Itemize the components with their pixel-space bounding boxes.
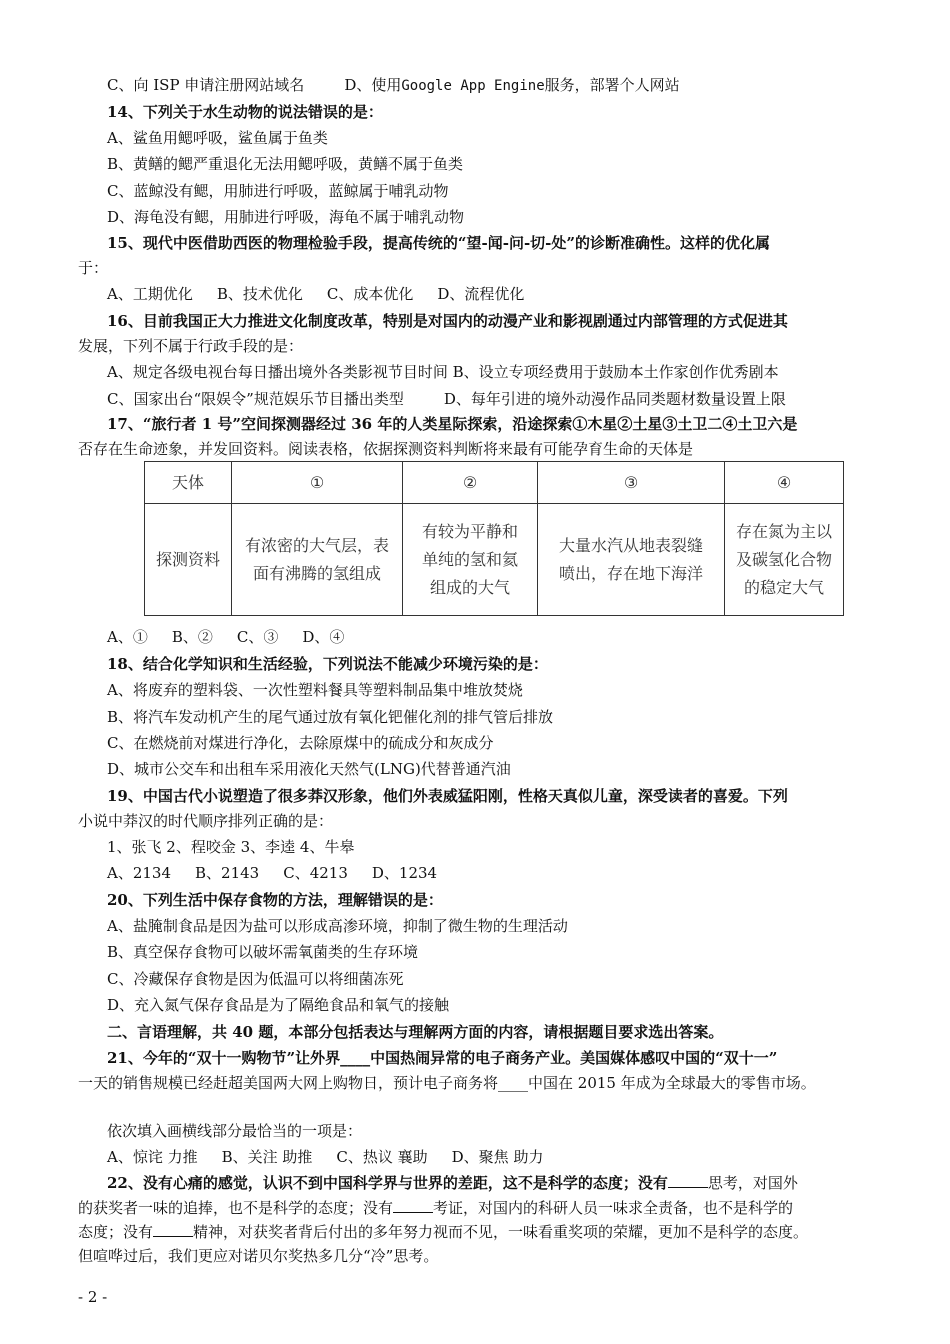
q16-option-d: D、每年引进的境外动漫作品同类题材数量设置上限: [443, 390, 786, 408]
q22-line2-start: 的获奖者一味的追捧，也不是科学的态度；没有: [78, 1199, 394, 1217]
cell-line: 的稳定大气: [743, 577, 824, 597]
q18-option-b: B、将汽车发动机产生的尾气通过放有氧化钯催化剂的排气管后排放: [107, 708, 554, 726]
q20-stem: 20、下列生活中保存食物的方法，理解错误的是：: [107, 891, 443, 909]
cell-line: 有较为平静和: [421, 521, 518, 541]
q18-option-d: D、城市公交车和出租车采用液化天然气(LNG)代替普通汽油: [107, 760, 511, 778]
q19-option-d: D、1234: [371, 864, 438, 882]
q13-options-line: [107, 75, 680, 96]
q16-options-ab: [107, 362, 779, 382]
q13-option-d-suffix: 服务，部署个人网站: [544, 76, 680, 94]
table-cell: [725, 504, 844, 616]
q19-option-c: C、4213: [283, 864, 348, 882]
q21-option-b: B、关注 助推: [221, 1148, 313, 1166]
table-header-cell: 天体: [145, 462, 232, 504]
q21-prompt: 依次填入画横线部分最恰当的一项是：: [107, 1122, 363, 1140]
q18-option-c: C、在燃烧前对煤进行净化，去除原煤中的硫成分和灰成分: [107, 734, 494, 752]
q22-line1-start: 22、没有心痛的感觉，认识不到中国科学界与世界的差距，这不是科学的态度；没有: [107, 1174, 668, 1192]
q22-line1: [107, 1173, 798, 1193]
q20-option-c: C、冷藏保存食物是因为低温可以将细菌冻死: [107, 970, 404, 988]
q13-option-d-prefix: D、使用: [344, 76, 402, 94]
q15-option-d: D、流程优化: [437, 285, 525, 303]
q19-items: 1、张飞 2、程咬金 3、李逵 4、牛皋: [107, 838, 355, 856]
table-header-row: [145, 462, 844, 504]
table-cell: [538, 504, 725, 616]
q22-line4: 但喧哗过后，我们更应对诺贝尔奖热多几分“冷”思考。: [78, 1247, 439, 1265]
cell-line: 有浓密的大气层，表: [244, 535, 389, 555]
q17-option-a: A、①: [107, 628, 148, 646]
q15-option-c: C、成本优化: [326, 285, 414, 303]
q19-option-a: A、2134: [107, 864, 172, 882]
table-cell: [403, 504, 538, 616]
q20-option-a: A、盐腌制食品是因为盐可以形成高渗环境，抑制了微生物的生理活动: [107, 917, 568, 935]
table-cell: [232, 504, 403, 616]
q21-option-a: A、惊诧 力推: [107, 1148, 198, 1166]
q19-stem-line2: 小说中莽汉的时代顺序排列正确的是：: [78, 812, 334, 830]
page-number: - 2 -: [78, 1288, 108, 1306]
q17-options: [107, 627, 344, 647]
q19-option-b: B、2143: [195, 864, 260, 882]
q13-option-c: C、向 ISP 申请注册网站域名: [107, 76, 305, 94]
q17-option-b: B、②: [171, 628, 213, 646]
table-header-cell: ①: [232, 462, 403, 504]
q21-option-c: C、热议 襄助: [336, 1148, 428, 1166]
table-header-cell: ④: [725, 462, 844, 504]
q17-stem-line2: 否存在生命迹象，并发回资料。阅读表格，依据探测资料判断将来最有可能孕育生命的天体是: [78, 440, 694, 458]
q21-option-d: D、聚焦 助力: [451, 1148, 544, 1166]
q22-line3: [78, 1222, 808, 1242]
cell-line: 大量水汽从地表裂缝: [558, 535, 703, 555]
q18-option-a: A、将废弃的塑料袋、一次性塑料餐具等塑料制品集中堆放焚烧: [107, 681, 523, 699]
q19-stem-line1: 19、中国古代小说塑造了很多莽汉形象，他们外表威猛阳刚，性格天真似儿童，深受读者的喜爱。下列: [107, 787, 788, 805]
q22-line2-end: 考证，对国内的科研人员一味求全责备，也不是科学的: [433, 1199, 794, 1217]
cell-line: 单纯的氢和氦: [421, 549, 518, 569]
q14-stem: 14、下列关于水生动物的说法错误的是：: [107, 103, 383, 121]
cell-line: 喷出，存在地下海洋: [558, 563, 703, 583]
table-row-label: 探测资料: [145, 504, 232, 616]
q15-stem-line1: 15、现代中医借助西医的物理检验手段，提高传统的“望-闻-问-切-处”的诊断准确性。这样的优化属: [107, 234, 771, 252]
q17-option-c: C、③: [236, 628, 279, 646]
q21-stem-line1: 21、今年的“双十一购物节”让外界____中国热闹异常的电子商务产业。美国媒体感叹中国的“双十一”: [107, 1049, 778, 1067]
q15-options: [107, 284, 524, 304]
q15-option-a: A、工期优化: [107, 285, 193, 303]
q14-option-c: C、蓝鲸没有鳃，用肺进行呼吸，蓝鲸属于哺乳动物: [107, 182, 449, 200]
q17-option-d: D、④: [302, 628, 345, 646]
table-data-row: [145, 504, 844, 616]
q19-options: [107, 863, 437, 883]
probe-data-table: [144, 461, 844, 616]
q16-option-b: B、设立专项经费用于鼓励本土作家创作优秀剧本: [452, 363, 779, 381]
q21-stem-line2: 一天的销售规模已经赶超美国两大网上购物日，预计电子商务将____中国在 2015 年成为全球最大的零售市场。: [78, 1074, 816, 1092]
q14-option-a: A、鲨鱼用鳃呼吸，鲨鱼属于鱼类: [107, 129, 328, 147]
fill-blank: [153, 1222, 193, 1237]
table-header-cell: ③: [538, 462, 725, 504]
q22-line1-end: 思考，对国外: [707, 1174, 798, 1192]
q14-option-b: B、黄鳝的鳃严重退化无法用鳃呼吸，黄鳝不属于鱼类: [107, 155, 464, 173]
q22-line2: [78, 1198, 793, 1218]
q16-stem-line2: 发展，下列不属于行政手段的是：: [78, 337, 304, 355]
q20-option-d: D、充入氮气保存食品是为了隔绝食品和氧气的接触: [107, 996, 450, 1014]
cell-line: 存在氮为主以: [735, 521, 832, 541]
cell-line: 组成的大气: [429, 577, 510, 597]
q15-stem-line2: 于：: [78, 259, 109, 277]
q22-line3-end: 精神，对获奖者背后付出的多年努力视而不见，一味看重奖项的荣耀，更加不是科学的态度。: [193, 1223, 809, 1241]
fill-blank: [393, 1198, 433, 1213]
q20-option-b: B、真空保存食物可以破坏需氧菌类的生存环境: [107, 943, 419, 961]
q22-line3-start: 态度；没有: [78, 1223, 154, 1241]
section-heading: 二、言语理解，共 40 题，本部分包括表达与理解两方面的内容，请根据题目要求选出答案。: [107, 1023, 724, 1041]
q15-option-b: B、技术优化: [216, 285, 303, 303]
table-header-cell: ②: [403, 462, 538, 504]
cell-line: 及碳氢化合物: [735, 549, 832, 569]
q16-stem-line1: 16、目前我国正大力推进文化制度改革，特别是对国内的动漫产业和影视剧通过内部管理的方式促进其: [107, 312, 788, 330]
q14-option-d: D、海龟没有鳃，用肺进行呼吸，海龟不属于哺乳动物: [107, 208, 465, 226]
q21-options: [107, 1147, 543, 1167]
q18-stem: 18、结合化学知识和生活经验，下列说法不能减少环境污染的是：: [107, 655, 548, 673]
q17-stem-line1: 17、“旅行者 1 号”空间探测器经过 36 年的人类星际探索，沿途探索①木星②土星③土卫二④土卫六是: [107, 415, 798, 433]
q16-options-cd: [107, 389, 786, 409]
fill-blank: [668, 1173, 708, 1188]
q13-option-d-mono: Google App Engine: [401, 78, 545, 94]
q16-option-c: C、国家出台“限娱令”规范娱乐节目播出类型: [107, 390, 404, 408]
cell-line: 面有沸腾的氢组成: [252, 563, 381, 583]
q16-option-a: A、规定各级电视台每日播出境外各类影视节目时间: [107, 363, 448, 381]
